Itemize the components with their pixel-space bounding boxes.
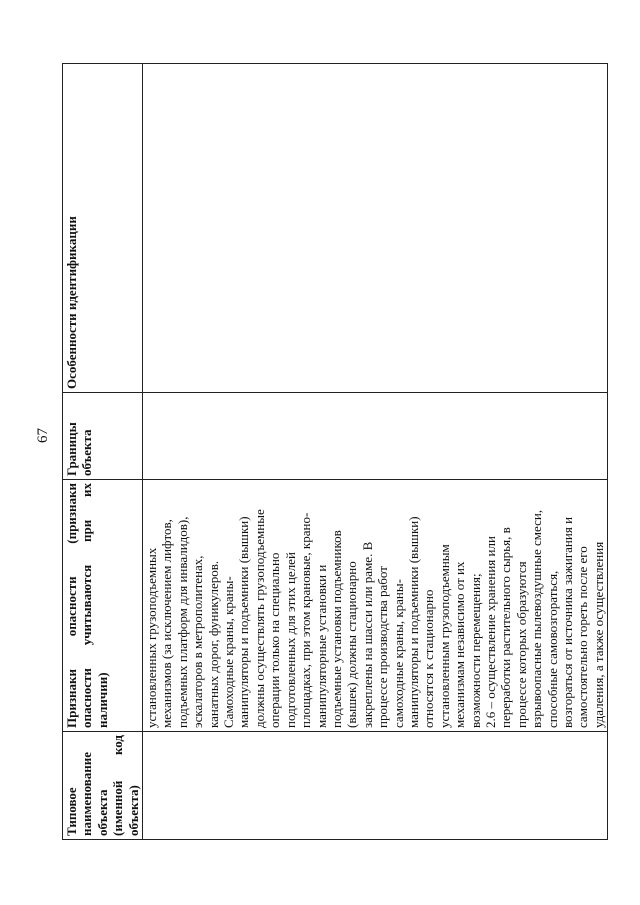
hazard-line: механизмам независимо от их xyxy=(452,561,468,728)
hazard-line: площадках, при этом крановые, крано- xyxy=(298,512,314,728)
table-row xyxy=(143,64,608,840)
hazard-line: способные самовозгораться, xyxy=(544,570,560,728)
header-identification-features: Особенности идентификации xyxy=(63,64,143,393)
hazard-line: Самоходные краны, краны- xyxy=(221,576,237,728)
hazard-line: манипуляторы и подъемники (вышки) xyxy=(405,516,421,728)
hazard-line: операции только на специально xyxy=(267,552,283,728)
hazard-line: процессе производства работ xyxy=(375,566,391,728)
cell-identification-features xyxy=(143,64,608,393)
hazard-line: подготовленных для этих целей xyxy=(282,552,298,728)
page-number: 67 xyxy=(35,428,51,443)
hazard-line: установленных грузоподъемных xyxy=(144,547,160,728)
cell-object-type xyxy=(143,732,608,840)
hazard-line: самоходные краны, краны- xyxy=(390,579,406,728)
hazard-line: самостоятельно гореть после его xyxy=(575,546,591,728)
hazard-line: возможности перемещения; xyxy=(467,573,483,728)
table-header-row xyxy=(63,64,143,840)
hazard-line: подъемных платформ для инвалидов), xyxy=(174,516,190,728)
hazard-line: относятся к стационарно xyxy=(421,589,437,728)
hazard-line: 2.6 – осуществление хранения или xyxy=(482,536,498,728)
hazard-line: взрывоопасные пылевоздушные смеси, xyxy=(529,509,545,728)
cell-object-boundaries xyxy=(143,393,608,480)
hazard-line: (вышек) должны стационарно xyxy=(344,561,360,728)
rotated-page-content xyxy=(62,64,606,840)
hazard-line: закреплены на шасси или раме. В xyxy=(359,541,375,728)
header-object-boundaries: Границы объекта xyxy=(63,393,143,480)
hazard-line: процессе которых образуются xyxy=(513,561,529,728)
hazard-line: переработки растительного сырья, в xyxy=(498,527,514,728)
hazard-line: установленным грузоподъемным xyxy=(436,544,452,728)
hazard-line: манипуляторные установки и xyxy=(313,564,329,728)
hazard-line: возгораться от источника зажигания и xyxy=(560,516,575,728)
hazard-line: подъемные установки подъемников xyxy=(328,530,344,728)
hazard-line: механизмов (за исключением лифтов, xyxy=(159,519,175,728)
hazard-line: манипуляторы и подъемники (вышки) xyxy=(236,516,252,728)
header-hazard-signs: Признаки опасности (признаки опасности учитываются при их наличии) xyxy=(63,480,143,732)
hazard-line: эскалаторов в метрополитенах, xyxy=(190,555,206,728)
hazard-line: удаления, а также осуществления xyxy=(590,541,606,728)
hazard-line: должны осуществлять грузоподъемные xyxy=(251,509,267,728)
cell-hazard-signs xyxy=(143,480,608,732)
identification-table xyxy=(62,63,608,840)
header-object-type: Типовое наименование объекта (именной код объекта) xyxy=(63,732,143,840)
hazard-line: канатных дорог, фуникулеров. xyxy=(205,560,221,728)
